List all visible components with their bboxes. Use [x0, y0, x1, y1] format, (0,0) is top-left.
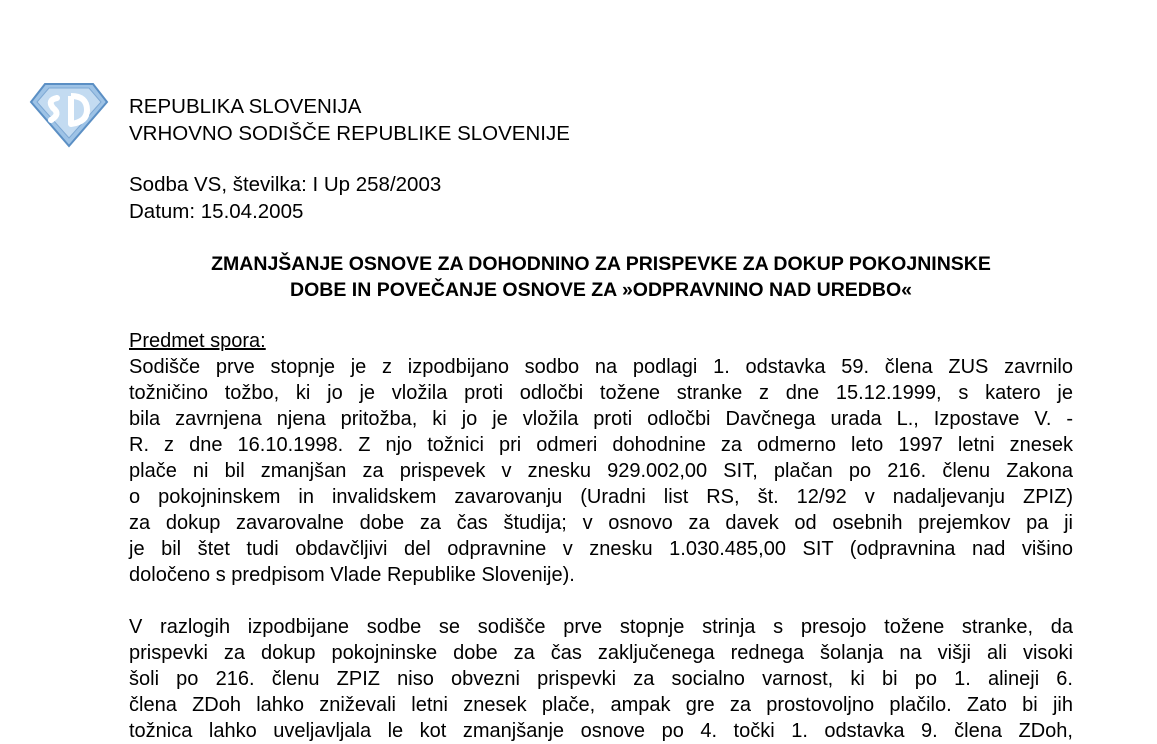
paragraph-line: šoli po 216. členu ZPIZ niso obvezni prispevki za socialno varnost, ki bi po 1. alineji 6. — [129, 668, 1073, 690]
case-number: Sodba VS, številka: I Up 258/2003 — [129, 173, 442, 196]
title-line-2: DOBE IN POVEČANJE OSNOVE ZA »ODPRAVNINO NAD UREDBO« — [290, 279, 912, 301]
paragraph-line: je bil štet tudi obdavčljivi del odpravnine v znesku 1.030.485,00 SIT (odpravnina nad višino — [129, 538, 1073, 560]
court-emblem-icon — [27, 78, 111, 150]
paragraph-line: R. z dne 16.10.1998. Z njo tožnici pri odmeri dohodnine za odmerno leto 1997 letni znesek — [129, 434, 1073, 456]
document-title — [129, 251, 1073, 303]
court-header — [129, 93, 570, 147]
title-line-1: ZMANJŠANJE OSNOVE ZA DOHODNINO ZA PRISPEVKE ZA DOKUP POKOJNINSKE — [211, 253, 991, 275]
paragraph-line: tožničino tožbo, ki jo je vložila proti odločbi tožene stranke z dne 15.12.1999, s katero je — [129, 382, 1073, 404]
paragraph-line: določeno s predpisom Vlade Republike Slovenije). — [129, 564, 575, 586]
paragraph-1 — [129, 354, 1073, 588]
paragraph-line: o pokojninskem in invalidskem zavarovanju (Uradni list RS, št. 12/92 v nadaljevanju ZPIZ) — [129, 486, 1073, 508]
paragraph-2 — [129, 614, 1073, 744]
subject-label: Predmet spora: — [129, 330, 266, 352]
subject-section — [129, 328, 1073, 744]
paragraph-line: Sodišče prve stopnje je z izpodbijano sodbo na podlagi 1. odstavka 59. člena ZUS zavrnilo — [129, 356, 1073, 378]
paragraph-line: bila zavrnjena njena pritožba, ki jo je vložila proti odločbi Davčnega urada L., Izpostave V. - — [129, 408, 1073, 430]
header-line-1: REPUBLIKA SLOVENIJA — [129, 95, 362, 118]
case-metadata — [129, 171, 441, 225]
paragraph-line: člena ZDoh lahko zniževali letni znesek plače, ampak gre za prostovoljno plačilo. Zato bi jih — [129, 694, 1073, 716]
paragraph-line: plače ni bil zmanjšan za prispevek v znesku 929.002,00 SIT, plačan po 216. členu Zakona — [129, 460, 1073, 482]
case-date: Datum: 15.04.2005 — [129, 200, 304, 223]
header-line-2: VRHOVNO SODIŠČE REPUBLIKE SLOVENIJE — [129, 122, 570, 145]
paragraph-line: tožnica lahko uveljavljala le kot zmanjšanje osnove po 4. točki 1. odstavka 9. člena ZDoh, — [129, 720, 1073, 742]
paragraph-line: V razlogih izpodbijane sodbe se sodišče prve stopnje strinja s presojo tožene stranke, da — [129, 616, 1073, 638]
paragraph-line: prispevki za dokup pokojninske dobe za čas zaključenega rednega šolanja na višji ali visoki — [129, 642, 1073, 664]
paragraph-line: za dokup zavarovalne dobe za čas študija; v osnovo za davek od osebnih prejemkov pa ji — [129, 512, 1073, 534]
